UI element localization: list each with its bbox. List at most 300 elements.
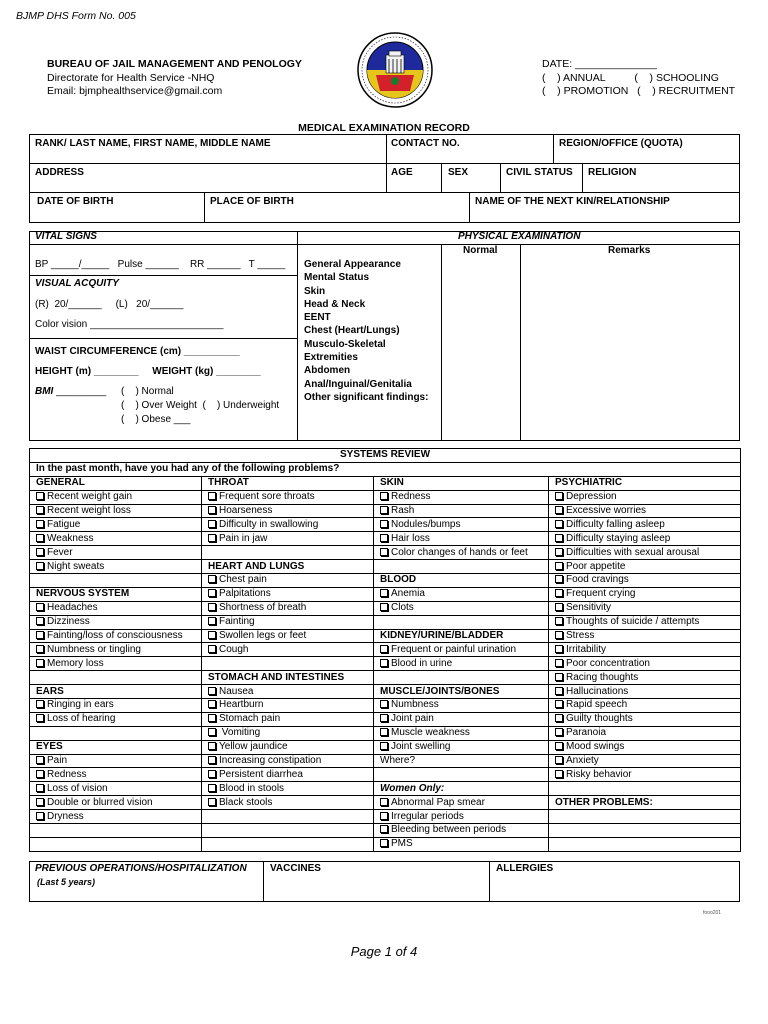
checkbox-icon[interactable]: [555, 562, 563, 570]
checkbox-icon[interactable]: [555, 589, 563, 597]
table-row: [30, 740, 741, 754]
checkbox-icon[interactable]: [208, 687, 216, 695]
table-row: [30, 671, 741, 685]
table-row: [30, 824, 741, 838]
cell-label: Racing thoughts: [566, 671, 639, 683]
table-row: [30, 837, 741, 851]
checkbox-icon[interactable]: [555, 673, 563, 681]
vaccines-field[interactable]: VACCINES: [270, 863, 321, 874]
cell-label: Redness: [391, 491, 431, 503]
section-heading-cell: [374, 782, 549, 796]
checkbox-icon[interactable]: [208, 617, 216, 625]
checkbox-icon[interactable]: [555, 548, 563, 556]
table-row: [30, 504, 741, 518]
checkbox-item-cell[interactable]: [549, 546, 741, 560]
checkbox-item-cell[interactable]: [202, 629, 374, 643]
checkbox-icon[interactable]: [555, 700, 563, 708]
cell-label: Fainting/loss of consciousness: [47, 630, 183, 642]
cell-label: Rapid speech: [566, 699, 628, 711]
physical-exam-item: Musculo-Skeletal: [304, 338, 386, 350]
checkbox-item-cell[interactable]: [30, 643, 202, 657]
cell-label: Fainting: [219, 616, 255, 628]
checkbox-icon[interactable]: [555, 520, 563, 528]
table-cell: [374, 560, 549, 574]
section-heading-cell: [374, 476, 549, 490]
checkbox-item-cell[interactable]: [202, 601, 374, 615]
purpose-promotion-recruitment[interactable]: ( ) PROMOTION ( ) RECRUITMENT: [542, 85, 736, 97]
waist-circumference-line[interactable]: WAIST CIRCUMFERENCE (cm) __________: [35, 346, 240, 357]
checkbox-icon[interactable]: [555, 492, 563, 500]
checkbox-icon[interactable]: [555, 645, 563, 653]
checkbox-icon[interactable]: [208, 645, 216, 653]
checkbox-icon[interactable]: [555, 506, 563, 514]
checkbox-icon[interactable]: [208, 770, 216, 778]
cell-label: GENERAL: [36, 477, 85, 489]
cell-label: Joint swelling: [391, 741, 451, 753]
checkbox-item-cell[interactable]: [30, 754, 202, 768]
section-heading-cell: [549, 796, 741, 810]
cell-label: Chest pain: [219, 574, 267, 586]
next-of-kin-field[interactable]: NAME OF THE NEXT KIN/RELATIONSHIP: [475, 196, 670, 207]
cell-label: Numbness: [391, 699, 439, 711]
checkbox-icon[interactable]: [36, 603, 44, 611]
cell-label: Increasing constipation: [219, 755, 322, 767]
cell-label: Recent weight gain: [47, 491, 133, 503]
table-cell: [549, 810, 741, 824]
checkbox-icon[interactable]: [208, 603, 216, 611]
cell-label: Ringing in ears: [47, 699, 114, 711]
checkbox-item-cell[interactable]: [549, 685, 741, 699]
cell-label: Pain: [47, 755, 68, 767]
section-heading-cell: [549, 476, 741, 490]
cell-label: Frequent sore throats: [219, 491, 315, 503]
form-title: MEDICAL EXAMINATION RECORD: [298, 122, 470, 134]
checkbox-icon[interactable]: [555, 575, 563, 583]
checkbox-item-cell[interactable]: [30, 560, 202, 574]
cell-label: Redness: [47, 768, 87, 780]
checkbox-icon[interactable]: [36, 506, 44, 514]
checkbox-item-cell[interactable]: [30, 546, 202, 560]
checkbox-icon[interactable]: [555, 756, 563, 764]
checkbox-icon[interactable]: [36, 631, 44, 639]
table-row: [30, 546, 741, 560]
table-cell: [374, 754, 549, 768]
cell-label: Pain in jaw: [219, 532, 268, 544]
checkbox-item-cell[interactable]: [549, 518, 741, 532]
cell-label: Swollen legs or feet: [219, 630, 307, 642]
table-cell: [202, 546, 374, 560]
checkbox-item-cell[interactable]: [202, 574, 374, 588]
cell-label: Difficulty falling asleep: [566, 518, 665, 530]
checkbox-item-cell[interactable]: [30, 615, 202, 629]
cell-label: Color changes of hands or feet: [391, 546, 528, 558]
checkbox-item-cell[interactable]: [549, 504, 741, 518]
checkbox-icon[interactable]: [380, 589, 388, 597]
cell-label: Food cravings: [566, 574, 629, 586]
checkbox-icon[interactable]: [208, 728, 216, 736]
checkbox-item-cell[interactable]: [374, 726, 549, 740]
physical-exam-item: Head & Neck: [304, 298, 366, 310]
checkbox-item-cell[interactable]: [202, 740, 374, 754]
checkbox-icon[interactable]: [380, 534, 388, 542]
cell-label: Loss of hearing: [47, 713, 116, 725]
checkbox-item-cell[interactable]: [549, 726, 741, 740]
checkbox-icon[interactable]: [36, 659, 44, 667]
checkbox-item-cell[interactable]: [202, 643, 374, 657]
cell-label: Night sweats: [47, 560, 105, 572]
checkbox-icon[interactable]: [36, 756, 44, 764]
place-of-birth-field[interactable]: PLACE OF BIRTH: [210, 196, 294, 207]
visual-acuity-title: VISUAL ACQUITY: [35, 278, 119, 289]
cell-label: Difficulty staying asleep: [566, 532, 671, 544]
cell-label: Shortness of breath: [219, 602, 307, 614]
checkbox-item-cell[interactable]: [374, 490, 549, 504]
checkbox-item-cell[interactable]: [549, 671, 741, 685]
checkbox-icon[interactable]: [380, 520, 388, 528]
previous-operations-field[interactable]: PREVIOUS OPERATIONS/HOSPITALIZATION: [35, 863, 247, 874]
checkbox-icon[interactable]: [555, 742, 563, 750]
checkbox-item-cell[interactable]: [202, 699, 374, 713]
cell-label: Sensitivity: [566, 602, 612, 614]
cell-label: PMS: [391, 838, 413, 850]
cell-label: Dizziness: [47, 616, 90, 628]
checkbox-icon[interactable]: [208, 492, 216, 500]
cell-label: Paranoia: [566, 727, 607, 739]
checkbox-item-cell[interactable]: [30, 518, 202, 532]
checkbox-icon[interactable]: [380, 645, 388, 653]
checkbox-icon[interactable]: [208, 520, 216, 528]
bmi-option-obese[interactable]: ( ) Obese ___: [121, 414, 191, 425]
section-heading-cell: [30, 476, 202, 490]
checkbox-icon[interactable]: [380, 714, 388, 722]
checkbox-icon[interactable]: [36, 617, 44, 625]
checkbox-item-cell[interactable]: [374, 657, 549, 671]
checkbox-item-cell[interactable]: [374, 504, 549, 518]
section-heading-cell: [30, 685, 202, 699]
checkbox-item-cell[interactable]: [374, 740, 549, 754]
checkbox-item-cell[interactable]: [549, 532, 741, 546]
purpose-block: [542, 58, 735, 99]
height-weight-line[interactable]: HEIGHT (m) ________ WEIGHT (kg) ________: [35, 366, 261, 377]
section-heading-cell: [30, 740, 202, 754]
cell-label: Nausea: [219, 685, 254, 697]
table-row: [30, 518, 741, 532]
checkbox-item-cell[interactable]: [202, 768, 374, 782]
sex-field[interactable]: SEX: [448, 167, 469, 178]
cell-label: Muscle weakness: [391, 727, 470, 739]
checkbox-item-cell[interactable]: [549, 712, 741, 726]
checkbox-item-cell[interactable]: [30, 657, 202, 671]
cell-label: Nodules/bumps: [391, 518, 461, 530]
organization-email: Email: bjmphealthservice@gmail.com: [47, 85, 223, 97]
name-field[interactable]: RANK/ LAST NAME, FIRST NAME, MIDDLE NAME: [35, 138, 271, 149]
footer-code: fooo201: [703, 910, 722, 916]
cell-label: Difficulty in swallowing: [219, 518, 319, 530]
checkbox-item-cell[interactable]: [374, 587, 549, 601]
physical-exam-item: Extremities: [304, 352, 358, 364]
checkbox-icon[interactable]: [36, 492, 44, 500]
table-row: [30, 726, 741, 740]
checkbox-icon[interactable]: [208, 742, 216, 750]
table-cell: [549, 824, 741, 838]
checkbox-icon[interactable]: [380, 603, 388, 611]
cell-label: Where?: [380, 755, 416, 767]
table-row: [30, 699, 741, 713]
organization-name: BUREAU OF JAIL MANAGEMENT AND PENOLOGY: [47, 58, 302, 70]
cell-label: Risky behavior: [566, 768, 632, 780]
checkbox-icon[interactable]: [36, 548, 44, 556]
checkbox-icon[interactable]: [380, 728, 388, 736]
checkbox-icon[interactable]: [208, 506, 216, 514]
civil-status-field[interactable]: CIVIL STATUS: [506, 167, 573, 178]
cell-label: PSYCHIATRIC: [555, 477, 623, 489]
checkbox-icon[interactable]: [208, 575, 216, 583]
checkbox-item-cell[interactable]: [374, 643, 549, 657]
checkbox-icon[interactable]: [555, 659, 563, 667]
checkbox-item-cell[interactable]: [374, 532, 549, 546]
checkbox-icon[interactable]: [555, 603, 563, 611]
cell-label: Yellow jaundice: [219, 741, 288, 753]
visual-acuity-line[interactable]: (R) 20/______ (L) 20/______: [35, 299, 184, 310]
checkbox-item-cell[interactable]: [549, 643, 741, 657]
checkbox-icon[interactable]: [380, 548, 388, 556]
checkbox-item-cell[interactable]: [30, 712, 202, 726]
section-heading-cell: [374, 685, 549, 699]
table-row: [30, 476, 741, 490]
systems-review-title: SYSTEMS REVIEW: [30, 449, 741, 463]
checkbox-item-cell[interactable]: [374, 518, 549, 532]
checkbox-item-cell[interactable]: [374, 601, 549, 615]
cell-label: Blood in stools: [219, 782, 285, 794]
checkbox-item-cell[interactable]: [549, 740, 741, 754]
cell-label: Excessive worries: [566, 505, 647, 516]
cell-label: Double or blurred vision: [47, 796, 153, 808]
table-row: [30, 587, 741, 601]
checkbox-icon[interactable]: [555, 534, 563, 542]
checkbox-item-cell[interactable]: [30, 782, 202, 796]
form-number: BJMP DHS Form No. 005: [16, 10, 136, 22]
table-row: [30, 629, 741, 643]
checkbox-item-cell[interactable]: [202, 532, 374, 546]
checkbox-icon[interactable]: [555, 728, 563, 736]
cell-label: Thoughts of suicide / attempts: [566, 616, 700, 628]
checkbox-item-cell[interactable]: [30, 629, 202, 643]
checkbox-item-cell[interactable]: [549, 574, 741, 588]
date-of-birth-field[interactable]: DATE OF BIRTH: [37, 196, 114, 207]
cell-label: Vomiting: [219, 727, 261, 739]
cell-label: Cough: [219, 643, 249, 655]
checkbox-item-cell[interactable]: [549, 587, 741, 601]
table-cell: [30, 837, 202, 851]
cell-label: Fever: [47, 546, 73, 558]
checkbox-icon[interactable]: [36, 784, 44, 792]
cell-label: STOMACH AND INTESTINES: [208, 671, 345, 683]
checkbox-icon[interactable]: [36, 798, 44, 806]
physical-exam-item: Skin: [304, 285, 326, 297]
table-row: [30, 657, 741, 671]
checkbox-icon[interactable]: [36, 534, 44, 542]
checkbox-item-cell[interactable]: [549, 754, 741, 768]
cell-label: Blood in urine: [391, 657, 453, 669]
systems-review-table: [29, 448, 741, 852]
section-heading-cell: [374, 629, 549, 643]
checkbox-icon[interactable]: [555, 687, 563, 695]
checkbox-icon[interactable]: [380, 700, 388, 708]
cell-label: Poor concentration: [566, 657, 650, 669]
page-number: Page 1 of 4: [350, 944, 418, 959]
bjmp-seal-logo: [356, 31, 434, 109]
checkbox-item-cell[interactable]: [202, 504, 374, 518]
checkbox-item-cell[interactable]: [202, 782, 374, 796]
checkbox-icon[interactable]: [208, 534, 216, 542]
checkbox-item-cell[interactable]: [30, 796, 202, 810]
normal-column-header: Normal: [463, 245, 498, 256]
checkbox-item-cell[interactable]: [30, 504, 202, 518]
cell-label: KIDNEY/URINE/BLADDER: [380, 630, 504, 642]
checkbox-item-cell[interactable]: [549, 601, 741, 615]
contact-field[interactable]: CONTACT NO.: [391, 138, 460, 149]
checkbox-icon[interactable]: [36, 812, 44, 820]
checkbox-item-cell[interactable]: [202, 587, 374, 601]
checkbox-icon[interactable]: [36, 562, 44, 570]
table-row: [30, 768, 741, 782]
checkbox-icon[interactable]: [555, 631, 563, 639]
checkbox-icon[interactable]: [36, 714, 44, 722]
checkbox-item-cell[interactable]: [30, 768, 202, 782]
checkbox-icon[interactable]: [380, 825, 388, 833]
checkbox-icon[interactable]: [208, 798, 216, 806]
table-row: [30, 601, 741, 615]
checkbox-item-cell[interactable]: [202, 615, 374, 629]
checkbox-icon[interactable]: [36, 520, 44, 528]
checkbox-icon[interactable]: [208, 631, 216, 639]
checkbox-icon[interactable]: [380, 659, 388, 667]
checkbox-item-cell[interactable]: [202, 712, 374, 726]
checkbox-item-cell[interactable]: [30, 490, 202, 504]
checkbox-icon[interactable]: [208, 700, 216, 708]
cell-label: Irritability: [566, 643, 607, 655]
checkbox-icon[interactable]: [208, 589, 216, 597]
checkbox-item-cell[interactable]: [549, 560, 741, 574]
checkbox-icon[interactable]: [380, 742, 388, 750]
checkbox-item-cell[interactable]: [30, 810, 202, 824]
color-vision-line[interactable]: Color vision ________________________: [35, 319, 224, 330]
checkbox-item-cell[interactable]: [202, 685, 374, 699]
checkbox-item-cell[interactable]: [549, 699, 741, 713]
table-cell: [202, 824, 374, 838]
table-cell: [202, 657, 374, 671]
checkbox-item-cell[interactable]: [374, 796, 549, 810]
last-five-years-note: (Last 5 years): [37, 877, 96, 887]
checkbox-icon[interactable]: [555, 617, 563, 625]
checkbox-icon[interactable]: [208, 784, 216, 792]
checkbox-item-cell[interactable]: [549, 768, 741, 782]
checkbox-icon[interactable]: [380, 506, 388, 514]
section-heading-cell: [30, 587, 202, 601]
region-field[interactable]: REGION/OFFICE (QUOTA): [559, 138, 683, 149]
bmi-label: BMI: [35, 386, 54, 397]
cell-label: Dryness: [47, 810, 84, 822]
checkbox-item-cell[interactable]: [202, 754, 374, 768]
table-cell: [374, 615, 549, 629]
checkbox-icon[interactable]: [208, 714, 216, 722]
table-row: [30, 574, 741, 588]
cell-label: Anxiety: [566, 755, 599, 767]
checkbox-icon[interactable]: [555, 770, 563, 778]
checkbox-item-cell[interactable]: [549, 490, 741, 504]
checkbox-item-cell[interactable]: [374, 824, 549, 838]
checkbox-item-cell[interactable]: [374, 810, 549, 824]
vital-signs-line[interactable]: BP _____/_____ Pulse ______ RR ______ T _____: [35, 259, 286, 270]
checkbox-icon[interactable]: [380, 492, 388, 500]
checkbox-item-cell[interactable]: [374, 837, 549, 851]
checkbox-icon[interactable]: [36, 770, 44, 778]
cell-label: Mood swings: [566, 741, 625, 753]
checkbox-item-cell[interactable]: [30, 699, 202, 713]
cell-label: Fatigue: [47, 518, 81, 530]
cell-label: Depression: [566, 491, 617, 503]
checkbox-icon[interactable]: [36, 700, 44, 708]
bmi-option-over-under[interactable]: ( ) Over Weight ( ) Underweight: [121, 400, 280, 411]
table-cell: [30, 824, 202, 838]
cell-label: Recent weight loss: [47, 505, 131, 516]
section-heading-cell: [374, 574, 549, 588]
checkbox-item-cell[interactable]: [202, 726, 374, 740]
cell-label: Headaches: [47, 602, 98, 614]
checkbox-item-cell[interactable]: [202, 490, 374, 504]
checkbox-item-cell[interactable]: [549, 615, 741, 629]
cell-label: EARS: [36, 685, 64, 697]
checkbox-icon[interactable]: [555, 714, 563, 722]
checkbox-icon[interactable]: [380, 812, 388, 820]
checkbox-item-cell[interactable]: [30, 532, 202, 546]
checkbox-item-cell[interactable]: [202, 796, 374, 810]
date-field[interactable]: DATE: ______________: [542, 58, 657, 70]
physical-exam-item: Chest (Heart/Lungs): [304, 325, 400, 337]
table-row: [30, 810, 741, 824]
cell-label: Rash: [391, 505, 415, 516]
allergies-field[interactable]: ALLERGIES: [496, 863, 554, 874]
checkbox-item-cell[interactable]: [374, 712, 549, 726]
section-heading-cell: [202, 671, 374, 685]
bmi-line[interactable]: [35, 386, 106, 397]
bmi-option-normal[interactable]: ( ) Normal: [121, 386, 174, 397]
checkbox-icon[interactable]: [380, 798, 388, 806]
checkbox-icon[interactable]: [208, 756, 216, 764]
cell-label: Frequent crying: [566, 588, 636, 600]
checkbox-icon[interactable]: [380, 839, 388, 847]
cell-label: Anemia: [391, 588, 425, 600]
table-row: [30, 615, 741, 629]
cell-label: Loss of vision: [47, 782, 108, 794]
religion-field[interactable]: RELIGION: [588, 167, 637, 178]
age-field[interactable]: AGE: [391, 167, 413, 178]
cell-label: Joint pain: [391, 713, 434, 725]
checkbox-item-cell[interactable]: [30, 601, 202, 615]
checkbox-icon[interactable]: [36, 645, 44, 653]
checkbox-item-cell[interactable]: [549, 629, 741, 643]
table-row: [30, 796, 741, 810]
checkbox-item-cell[interactable]: [549, 657, 741, 671]
checkbox-item-cell[interactable]: [202, 518, 374, 532]
cell-label: Palpitations: [219, 588, 271, 600]
checkbox-item-cell[interactable]: [374, 546, 549, 560]
cell-label: Hoarseness: [219, 505, 273, 516]
purpose-annual-schooling[interactable]: ( ) ANNUAL ( ) SCHOOLING: [542, 71, 719, 84]
section-heading-cell: [202, 476, 374, 490]
checkbox-item-cell[interactable]: [374, 699, 549, 713]
address-field[interactable]: ADDRESS: [35, 167, 84, 178]
